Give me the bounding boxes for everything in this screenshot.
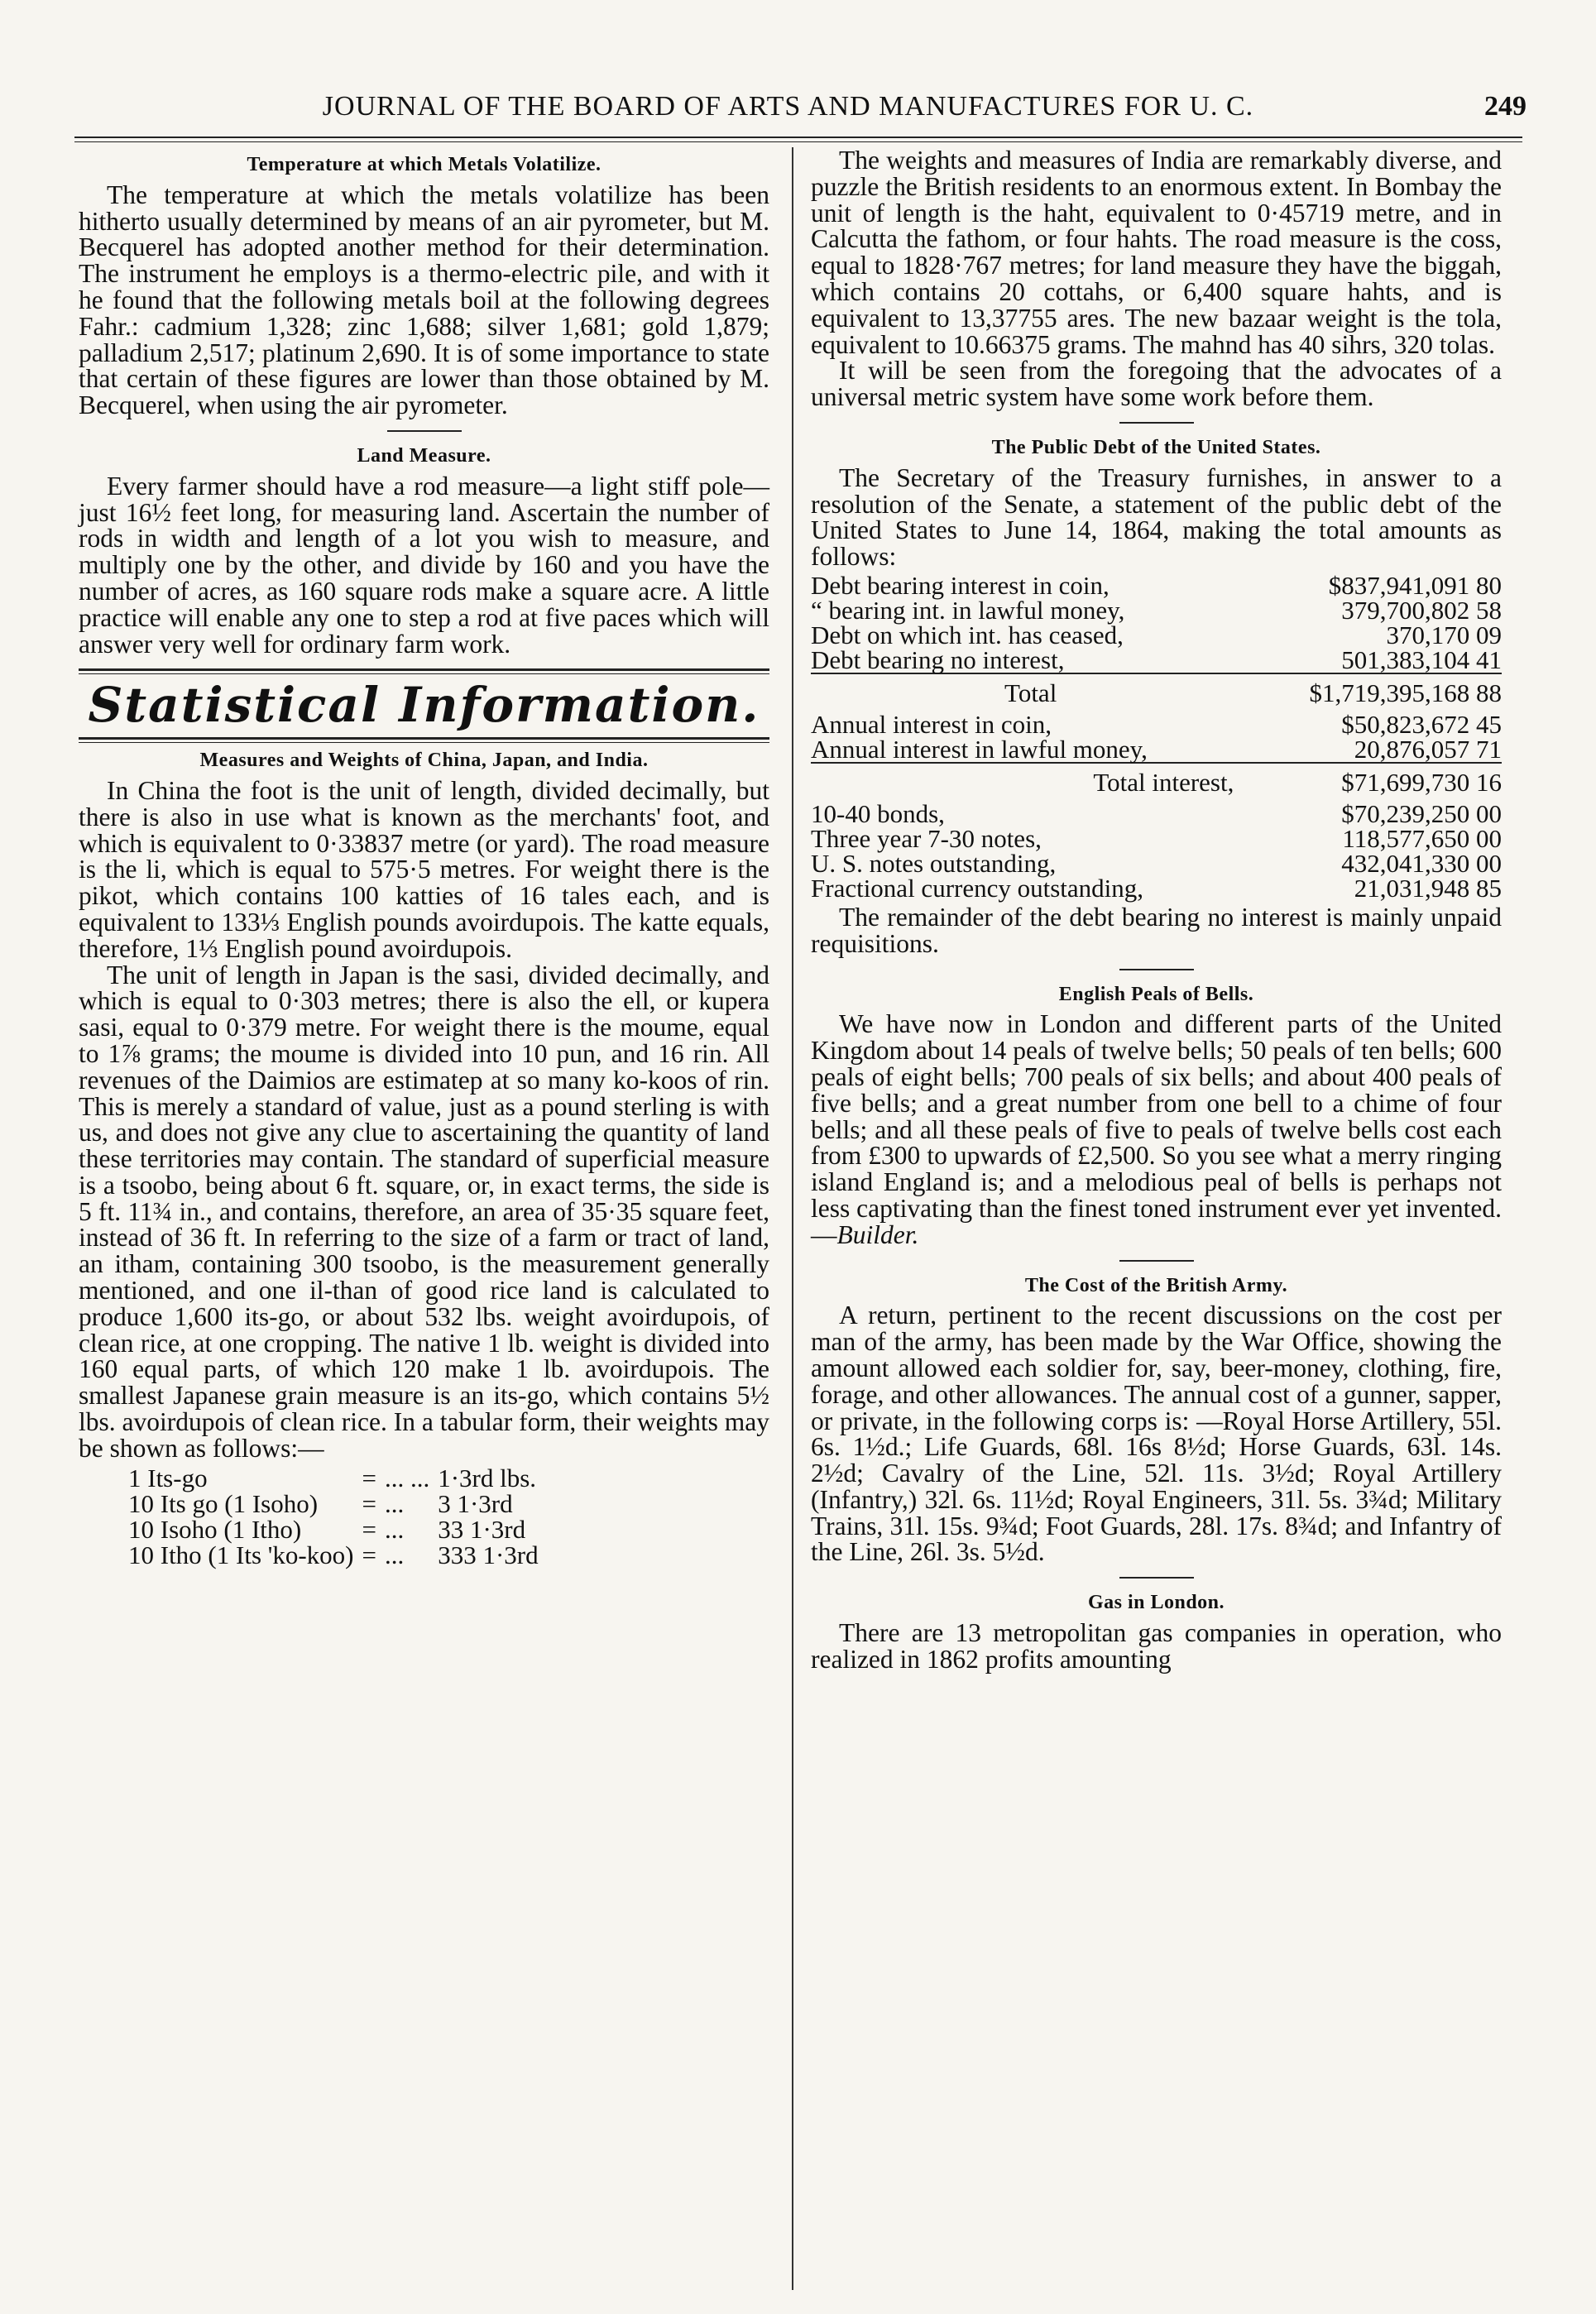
table-row [811, 876, 1502, 901]
total-interest-label: Total interest, [811, 763, 1250, 802]
table-row-total-interest [811, 763, 1502, 802]
table-cell: ... [384, 1514, 405, 1544]
paragraph-debt-remainder: The remainder of the debt bearing no interest is mainly unpaid requisitions. [811, 902, 1502, 958]
table-cell: 10 Isoho (1 Itho) [128, 1514, 302, 1544]
row-amount: 501,383,104 41 [1341, 644, 1502, 674]
paragraph-japan: The unit of length in Japan is the sasi, divided decimally, and which is equal to 0·303 metres; there is also the ell, or kupera sasi, equal to 0·379 metre. For weight there is the moume, equal to 1⅞ grams; the moume is divided into 10 pun, and 16 rin. All revenues of the Daimios are estimatep at so many ko-koos of rin. This is merely a standard of value, just as a pound sterling is with us, and does not give any clue to ascertaining the quantity of land these territories may contain. The standard of superficial measure is a tsoobo, being about 6 ft. square, or, in exact terms, the side is 5 ft. 11¾ in., and contains, therefore, an area of 35·35 square feet, instead of 36 ft. In referring to the size of a farm or tract of land, an itham, containing 300 tsoobo, is the measurement generally mentioned, and one il-than of good rice land is calculated to produce 1,600 its-go, or about 532 lbs. weight avoirdupois, of clean rice, at one cropping. The native 1 lb. weight is divided into 160 equal parts, of which 120 make 1 lb. avoirdupois. The smallest Japanese grain measure is an its-go, which contains 5½ lbs. avoirdupois of clean rice. In a tabular form, their weights may be shown as follows:— [79, 960, 769, 1463]
table-row [811, 598, 1502, 623]
paragraph-china: In China the foot is the unit of length, divided decimally, but there is also in use what is known as the merchants' foot, and which is equivalent to 0·33837 metre (or yard). The road measure is the li, which is equal to 575·5 metres. For weight there is the pikot, which contains 100 katties of 16 tales each, and is equivalent to 133⅓ English pounds avoirdupois. The katte equals, therefore, 1⅓ English pound avoirdupois. [79, 775, 769, 963]
table-row [128, 1465, 547, 1491]
column-divider [792, 147, 793, 2290]
total-interest-amount: $71,699,730 16 [1250, 763, 1502, 802]
table-row [811, 712, 1502, 737]
bells-text: We have now in London and different parts of the United Kingdom about 14 peals of twelve bells; 50 peals of ten bells; 600 peals of eight bells; 700 peals of six bells; and about 400 peals of five bells; and a great number from one bell to a chime of four bells; and all these peals of five to peals of twelve bells cost each from £300 to upwards of £2,500. So you see what a merry ringing island England is; and a melodious peal of bells is perhaps not less captivating than the finest toned instrument ever yet invented.— [811, 1009, 1502, 1249]
table-cell: ... ... [384, 1463, 430, 1492]
section-heading-measures: Measures and Weights of China, Japan, and India. [199, 750, 649, 772]
table-row [811, 802, 1502, 826]
section-rule [1119, 1577, 1194, 1579]
table-cell: 1·3rd lbs. [438, 1463, 537, 1492]
section-rule [1119, 1260, 1194, 1262]
section-heading-volatilize: Temperature at which Metals Volatilize. [247, 154, 601, 175]
paragraph-army: A return, pertinent to the recent discussions on the cost per man of the army, has been made by the War Office, showing the amount allowed each soldier for, say, beer-money, clothing, fire, forage, and other allowances. The annual cost of a gunner, sapper, or private, in the following corps is: —Royal Horse Artillery, 55l. 6s. 1½d.; Life Guards, 68l. 16s 8½d; Horse Guards, 63l. 14s. 2½d; Cavalry of the Line, 52l. 11s. 3½d; Royal Artillery (Infantry,) 32l. 6s. 11½d; Royal Engineers, 31l. 5s. 3¾d; Military Trains, 31l. 15s. 9¾d; Foot Guards, 28l. 17s. 8¾d; and Infantry of the Line, 26l. 3s. 5½d. [811, 1301, 1502, 1567]
table-row [811, 737, 1502, 763]
table-cell: 1 Its-go [128, 1463, 208, 1492]
section-rule [387, 430, 462, 432]
row-label: Debt on which int. has ceased, [811, 620, 1124, 649]
table-row [811, 826, 1502, 851]
paragraph-india: The weights and measures of India are remarkably diverse, and puzzle the British residents to an enormous extent. In Bombay the unit of length is the haht, equivalent to 0·45719 metre, and in Calcutta the fathom, or four hahts. The road measure is the coss, equal to 1828·767 metres; for land measure they have the biggah, which contains 20 cottahs, or 6,400 square hahts, and is equivalent to 13,37755 ares. The new bazaar weight is the tola, equivalent to 10.66375 grams. The mahnd has 40 sihrs, 320 tolas. [811, 146, 1502, 359]
right-column [811, 147, 1502, 1673]
row-amount: 370,170 09 [1386, 620, 1502, 649]
section-heading-gas: Gas in London. [1087, 1592, 1225, 1614]
table-cell: 10 Itho (1 Its 'ko-koo) [128, 1540, 354, 1569]
row-label: 10-40 bonds, [811, 798, 945, 828]
table-row [811, 573, 1502, 598]
section-heading-land: Land Measure. [357, 444, 491, 467]
row-label: Fractional currency outstanding, [811, 873, 1144, 903]
row-amount: $50,823,672 45 [1341, 709, 1502, 739]
row-amount: 432,041,330 00 [1341, 848, 1502, 878]
row-label: Annual interest in lawful money, [811, 734, 1148, 764]
row-amount: 118,577,650 00 [1342, 823, 1502, 853]
row-label: Three year 7-30 notes, [811, 823, 1042, 853]
table-cell: 33 1·3rd [438, 1514, 526, 1544]
row-label: Annual interest in coin, [811, 709, 1052, 739]
table-row-total [811, 673, 1502, 712]
section-rule [1119, 969, 1194, 970]
table-cell: 10 Its go (1 Isoho) [128, 1488, 319, 1518]
table-cell: = [362, 1463, 376, 1492]
row-amount: 379,700,802 58 [1341, 595, 1502, 625]
page-number: 249 [1484, 91, 1527, 122]
bells-source: Builder. [836, 1219, 919, 1249]
left-column [79, 147, 769, 1568]
row-label: Debt bearing interest in coin, [811, 570, 1110, 600]
table-row [128, 1516, 547, 1542]
table-cell: = [362, 1514, 376, 1544]
paragraph-land: Every farmer should have a rod measure—a light stiff pole—just 16½ feet long, for measuring land. Ascertain the number of rods in width and length of a lot you wish to measure, and multiply one by the other, and divide by 160 and you have the number of acres, as 160 square rods make a square acre. A little practice will enable any one to step a rod at five paces which will answer very well for ordinary farm work. [79, 471, 769, 659]
paragraph-volatilize: The temperature at which the metals volatilize has been hitherto usually determined by means of an air pyrometer, but M. Becquerel has adopted another method for their determination. The instrument he employs is a thermo-electric pile, and with it he found that the following metals boil at the following degrees Fahr.: cadmium 1,328; zinc 1,688; silver 1,681; gold 1,879; palladium 2,517; platinum 2,690. It is of some importance to state that certain of these figures are lower than those obtained by M. Becquerel, when using the air pyrometer. [79, 180, 769, 420]
table-row [128, 1491, 547, 1516]
row-amount: 21,031,948 85 [1354, 873, 1502, 903]
paragraph-bells [811, 1011, 1502, 1248]
paragraph-debt-intro: The Secretary of the Treasury furnishes, in answer to a resolution of the Senate, a statement of the public debt of the United States to June 14, 1864, making the total amounts as follows: [811, 462, 1502, 572]
row-label: Debt bearing no interest, [811, 644, 1065, 674]
running-title: JOURNAL OF THE BOARD OF ARTS AND MANUFACTURES FOR U. C. [322, 91, 1254, 122]
page-header [50, 84, 1527, 131]
table-row [128, 1542, 547, 1568]
table-cell: 3 1·3rd [438, 1488, 513, 1518]
row-label: “ bearing int. in lawful money, [811, 595, 1125, 625]
table-row [811, 648, 1502, 673]
table-row [811, 851, 1502, 876]
total-amount: $1,719,395,168 88 [1250, 673, 1502, 712]
section-heading-debt: The Public Debt of the United States. [991, 436, 1321, 458]
japan-weights-table [128, 1465, 547, 1568]
total-label: Total [811, 673, 1250, 712]
paragraph-gas: There are 13 metropolitan gas companies in operation, who realized in 1862 profits amounting [811, 1618, 1502, 1674]
row-amount: $837,941,091 80 [1328, 570, 1502, 600]
section-heading-army: The Cost of the British Army. [1024, 1274, 1288, 1296]
header-rule [74, 137, 1522, 142]
table-row [811, 623, 1502, 648]
row-amount: $70,239,250 00 [1341, 798, 1502, 828]
table-cell: 333 1·3rd [438, 1540, 539, 1569]
table-cell: = [362, 1488, 376, 1518]
banner-statistical-information: Statistical Information. [88, 677, 760, 734]
banner-rule-bottom [79, 737, 769, 743]
row-amount: 20,876,057 71 [1354, 734, 1502, 764]
paragraph-metric: It will be seen from the foregoing that the advocates of a universal metric system have some work before them. [811, 356, 1502, 412]
table-cell: ... [384, 1488, 405, 1518]
debt-table [811, 570, 1502, 903]
section-heading-bells: English Peals of Bells. [1058, 983, 1254, 1005]
table-cell: = [362, 1540, 376, 1569]
table-cell: ... [384, 1540, 405, 1569]
banner-rule [79, 668, 769, 674]
row-label: U. S. notes outstanding, [811, 848, 1057, 878]
section-rule [1119, 422, 1194, 424]
